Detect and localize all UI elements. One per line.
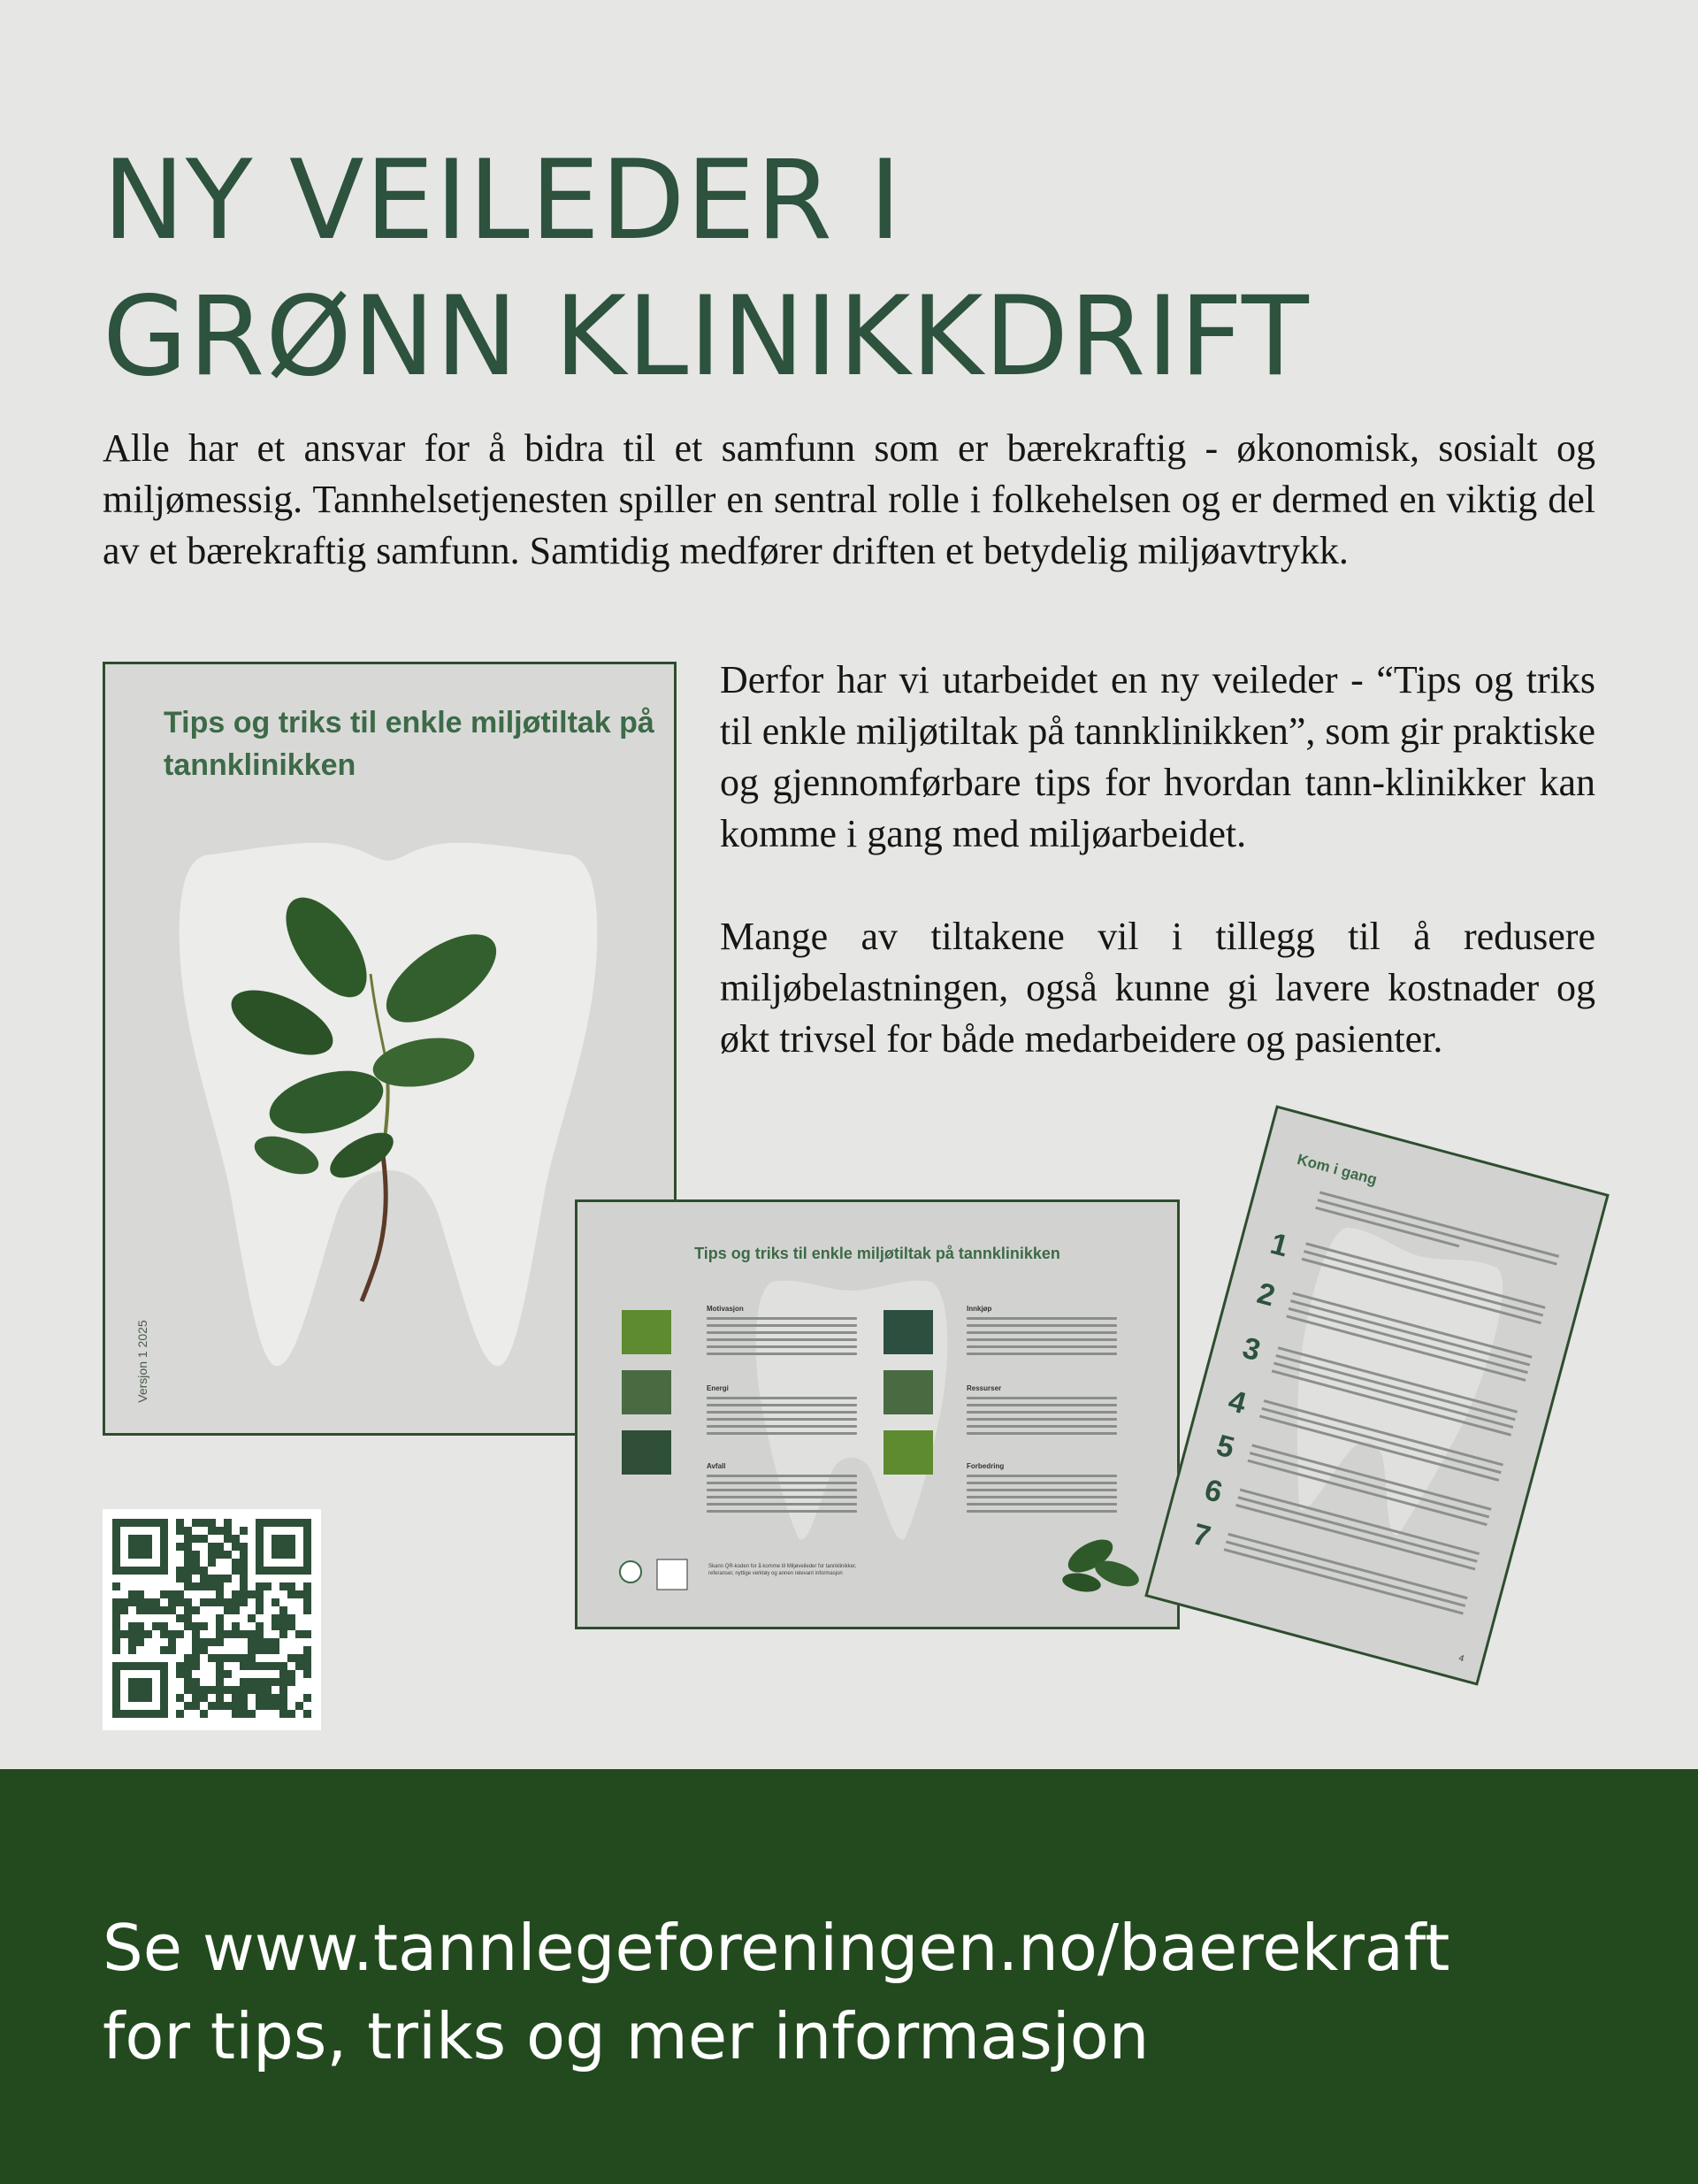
qr-code-image — [103, 1509, 321, 1730]
guide-paragraph: Derfor har vi utarbeidet en ny veileder - “Tips og triks til enkle miljøtiltak på tannklinikken”, som gir praktiske og gjennomførbare tips for hvordan tann-klinikker kan komme i gang med miljøarbeidet. — [720, 658, 1595, 855]
footer-text — [103, 1904, 1677, 2081]
page-title — [103, 133, 1606, 405]
step-number: 3 — [1239, 1330, 1265, 1368]
benefits-paragraph: Mange av tiltakene vil i tillegg til å redusere miljøbelastningen, også kunne gi lavere kostnader og økt trivsel for både medarbeidere og pasienter. — [720, 915, 1595, 1061]
footer-info-line: for tips, triks og mer informasjon — [103, 1999, 1150, 2073]
cover-title: Tips og triks til enkle miljøtiltak på tannklinikken — [164, 706, 654, 782]
title-line-2: GRØNN KLINIKKDRIFT — [103, 273, 1310, 401]
spread-title: Tips og triks til enkle miljøtiltak på tannklinikken — [694, 1245, 1060, 1262]
section-heading: Innkjøp — [967, 1305, 992, 1313]
spread-leaf — [1061, 1533, 1143, 1595]
title-line-1: NY VEILEDER I — [103, 137, 903, 264]
section-heading: Motivasjon — [707, 1305, 744, 1313]
step-number: 4 — [1224, 1383, 1251, 1422]
step-number: 1 — [1266, 1226, 1292, 1264]
step-number: 6 — [1201, 1473, 1227, 1510]
intro-paragraph: Alle har et ansvar for å bidra til et samfunn som er bærekraftig - økonomisk, sosialt og miljømessig. Tannhelsetjenesten spiller en sentral rolle i folkehelsen og er dermed en viktig del av et bærekraftig samfunn. Samtidig medfører driften et betydelig miljøavtrykk. — [103, 426, 1595, 572]
footer-banner — [0, 1769, 1698, 2184]
section-heading: Avfall — [707, 1462, 726, 1470]
spread-footer-note: Skann QR-koden for å komme til Miljøveileder for tannklinikker, referanser, nyttige verktøy og annen relevant informasjon — [708, 1564, 857, 1576]
section-heading: Ressurser — [967, 1384, 1002, 1392]
section-heading: Forbedring — [967, 1462, 1005, 1470]
step-number: 7 — [1189, 1517, 1214, 1554]
guide-page-kom-i-gang — [1144, 1105, 1610, 1685]
section-heading: Energi — [707, 1384, 729, 1392]
footer-link-line[interactable]: Se www.tannlegeforeningen.no/baerekraft — [103, 1911, 1450, 1985]
qr-code[interactable] — [103, 1509, 321, 1730]
guide-spread-page — [575, 1199, 1180, 1629]
cover-version: Versjon 1 2025 — [135, 1320, 149, 1403]
step-number: 5 — [1212, 1428, 1238, 1466]
page-number: 4 — [1457, 1653, 1465, 1665]
page-heading: Kom i gang — [1295, 1150, 1380, 1189]
step-number: 2 — [1253, 1276, 1279, 1314]
